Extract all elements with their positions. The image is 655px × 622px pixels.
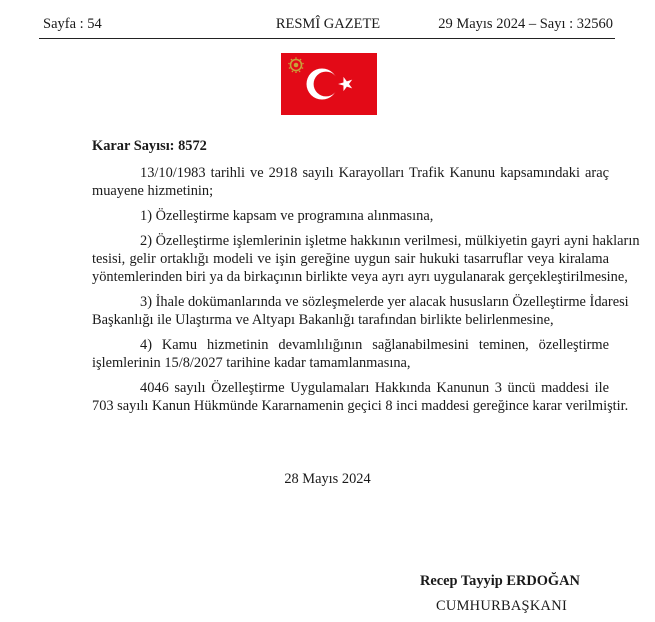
item-4-line-1: 4) Kamu hizmetinin devamlılığının sağlanabilmesini teminen, özelleştirme — [140, 337, 609, 353]
intro-line-1: 13/10/1983 tarihli ve 2918 sayılı Karayolları Trafik Kanunu kapsamındaki araç — [140, 165, 609, 181]
item-3-line-2: Başkanlığı ile Ulaştırma ve Altyapı Bakanlığı tarafından birlikte belirlenmesine, — [92, 312, 554, 328]
publication-title: RESMÎ GAZETE — [275, 16, 381, 32]
signatory-name — [420, 573, 580, 590]
decision-number: Karar Sayısı: 8572 — [92, 138, 207, 154]
decision-date: 28 Mayıs 2024 — [284, 471, 371, 487]
flag-icon — [281, 53, 377, 115]
item-3-line-1: 3) İhale dokümanlarında ve sözleşmelerde yer alacak hususların Özelleştirme İdaresi — [140, 294, 629, 310]
turkish-flag — [281, 53, 377, 115]
issue-date-number: 29 Mayıs 2024 – Sayı : 32560 — [438, 16, 613, 32]
page-number: Sayfa : 54 — [43, 16, 102, 32]
closing-line-2: 703 sayılı Kanun Hükmünde Kararnamenin geçici 8 inci maddesi gereğince karar verilmiştir. — [92, 398, 629, 414]
item-2-line-3: yöntemlerinden biri ya da birkaçının birlikte veya ayrı ayrı uygulanarak gerçekleştirilmesine, — [92, 269, 628, 285]
item-4-line-2: işlemlerinin 15/8/2027 tarihine kadar tamamlanmasına, — [92, 355, 411, 371]
intro-line-2: muayene hizmetinin; — [92, 183, 214, 199]
header-rule — [39, 38, 615, 39]
item-2-line-2: tesisi, gelir ortaklığı modeli ve işin gereğine uygun sair hukuki tasarruflar veya kiralama — [92, 251, 609, 267]
page-header — [43, 15, 613, 33]
item-1: 1) Özelleştirme kapsam ve programına alınmasına, — [140, 208, 434, 224]
signatory-surname: ERDOĞAN — [506, 573, 580, 589]
signatory-first-names: Recep Tayyip — [420, 573, 507, 589]
signatory-title: CUMHURBAŞKANI — [436, 598, 568, 614]
closing-line-1: 4046 sayılı Özelleştirme Uygulamaları Hakkında Kanunun 3 üncü maddesi ile — [140, 380, 609, 396]
item-2-line-1: 2) Özelleştirme işlemlerinin işletme hakkının verilmesi, mülkiyetin gayri ayni hakların — [140, 233, 640, 249]
